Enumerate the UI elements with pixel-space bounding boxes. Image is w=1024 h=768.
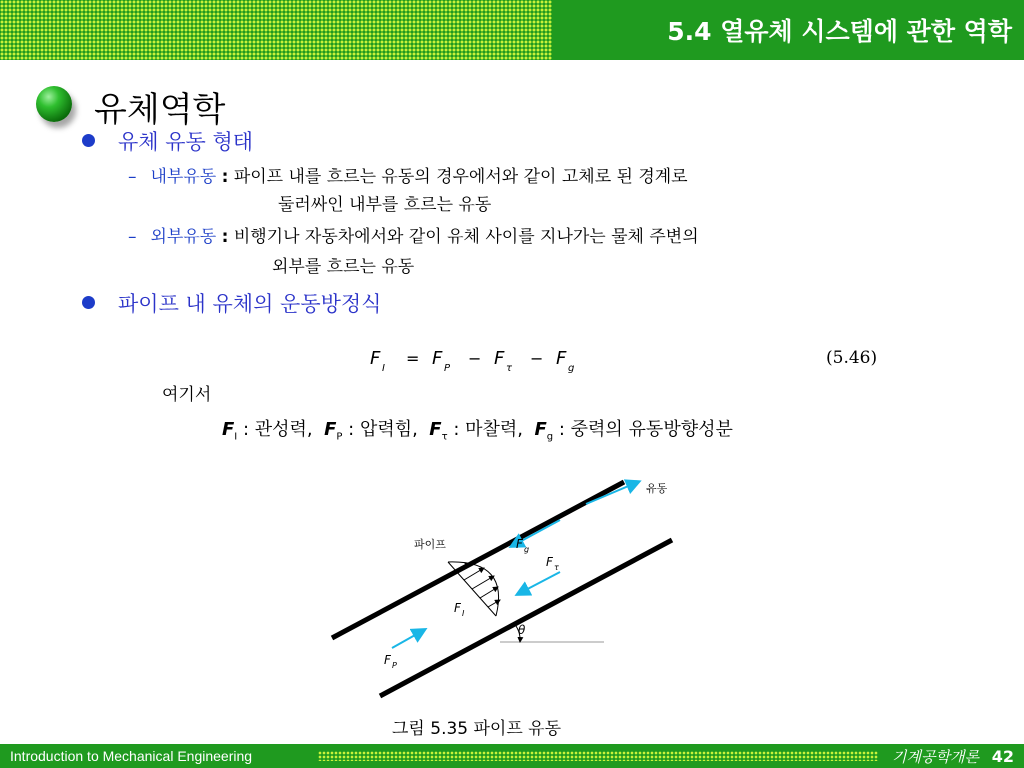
pressure-force-arrow: [392, 630, 424, 648]
eq-term2-sub: τ: [506, 363, 513, 374]
eq-term3: F: [556, 348, 567, 369]
bullet-dot-icon: [82, 296, 95, 309]
def-subscript: g: [546, 431, 554, 443]
eq-minus1: −: [468, 349, 482, 368]
internal-flow-text-line1: 파이프 내를 흐르는 유동의 경우에서와 같이 고체로 된 경계로: [233, 167, 688, 187]
page-number: 42: [991, 747, 1014, 766]
equation-5-46: [360, 340, 600, 380]
footer-course-korean: 기계공학개론: [892, 748, 979, 766]
fg-label: F: [516, 537, 523, 551]
header-dot-pattern: [0, 0, 552, 60]
eq-term1: F: [432, 348, 443, 369]
def-desc-inertia: 관성력,: [254, 419, 313, 440]
page-title: 유체역학: [94, 90, 226, 130]
def-desc-friction: 마찰력,: [465, 419, 524, 440]
eq-minus2: −: [530, 349, 544, 368]
footer-dot-pattern: [318, 751, 878, 761]
list-item-external-flow: [128, 222, 699, 247]
equation-number: (5.46): [826, 348, 878, 368]
footer-bar: [0, 744, 1024, 768]
list-item-internal-flow: [128, 162, 688, 187]
fp-label-sub: P: [392, 661, 397, 670]
footer-course-english: Introduction to Mechanical Engineering: [10, 748, 253, 764]
dash-marker: –: [128, 167, 137, 187]
def-desc-gravity: 중력의 유동방향성분: [570, 419, 733, 440]
eq-term3-sub: g: [568, 363, 575, 374]
pipe-flow-diagram: [320, 470, 720, 710]
figure-caption: 그림 5.35 파이프 유동: [392, 719, 562, 739]
eq-term1-sub: P: [444, 363, 451, 374]
fi-label-sub: I: [462, 609, 465, 618]
header-title: 5.4 열유체 시스템에 관한 역학: [667, 17, 1012, 46]
external-flow-text-line1: 비행기나 자동차에서와 같이 유체 사이를 지나가는 물체 주변의: [233, 227, 699, 247]
where-label: 여기서: [162, 385, 212, 405]
def-subscript: τ: [441, 431, 448, 443]
header-bar: [0, 0, 1024, 60]
flow-direction-arrow: [586, 482, 638, 504]
ftau-label-sub: τ: [554, 563, 559, 572]
def-desc-pressure: 압력힘,: [359, 419, 418, 440]
ftau-label: F: [546, 555, 553, 569]
symbol-definitions: $F_I$ : 관성력, $F_P$ : 압력힘, $F_\tau$ : 마찰력, $F_g$ : 중력의 유동방향성분: [222, 419, 733, 443]
fi-label: F: [454, 601, 461, 615]
eq-term2: F: [494, 348, 505, 369]
def-symbol: F: [222, 419, 235, 440]
pipe-lower-wall: [380, 540, 672, 696]
colon: :: [221, 167, 229, 187]
flow-label: 유동: [646, 482, 668, 495]
friction-force-arrow: [518, 572, 560, 594]
colon: :: [221, 227, 229, 247]
bullet-dot-icon: [82, 134, 95, 147]
pipe-upper-wall: [332, 482, 624, 638]
def-subscript: I: [234, 431, 238, 443]
section-heading-flow-types: 유체 유동 형태: [118, 130, 254, 154]
section-heading-equation-of-motion: 파이프 내 유체의 운동방정식: [118, 292, 382, 316]
dash-marker: –: [128, 227, 137, 247]
internal-flow-text-line2: 둘러싸인 내부를 흐르는 유동: [278, 195, 492, 215]
green-sphere-icon: [36, 86, 72, 122]
fg-label-sub: g: [524, 545, 530, 554]
def-symbol: F: [534, 419, 547, 440]
external-flow-text-line2: 외부를 흐르는 유동: [272, 257, 415, 277]
eq-lhs: F: [370, 348, 381, 369]
def-symbol: F: [324, 419, 337, 440]
term-internal-flow: 내부유동: [150, 167, 217, 187]
eq-lhs-sub: I: [382, 363, 385, 374]
theta-label: θ: [518, 623, 526, 637]
term-external-flow: 외부유동: [150, 227, 217, 247]
eq-equals: =: [406, 349, 420, 368]
footer-course-info: [892, 746, 1014, 767]
fp-label: F: [384, 653, 391, 667]
pipe-label: 파이프: [414, 538, 446, 551]
def-symbol: F: [429, 419, 442, 440]
def-subscript: P: [336, 431, 343, 443]
